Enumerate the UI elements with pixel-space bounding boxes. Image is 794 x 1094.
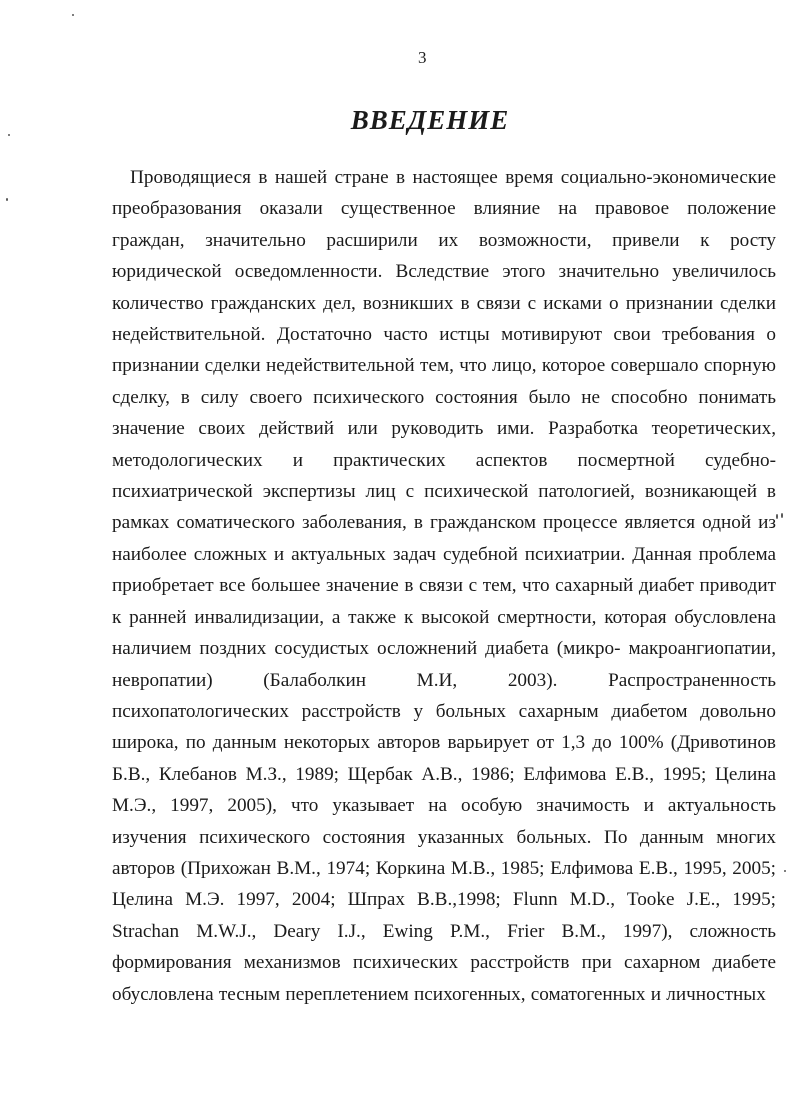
scan-speck [72, 14, 74, 16]
body-paragraph: Проводящиеся в нашей стране в настоящее время социально-экономические преобразования оказали существенное влияние на правовое положение граждан, значительно расширили их возможности, привели к росту юридической осведомленности. Вследствие этого значительно увеличилось количество гражданских дел, возникших в связи с исками о признании сделки недействительной. Достаточно часто истцы мотивируют свои требования о признании сделки недействительной тем, что лицо, которое совершало спорную сделку, в силу своего психического состояния было не способно понимать значение своих действий или руководить ими. Разработка теоретических, методологических и практических аспектов посмертной судебно-психиатрической экспертизы лиц с психической патологией, возникающей в рамках соматического заболевания, в гражданском процессе является одной из наиболее сложных и актуальных задач судебной психиатрии. Данная проблема приобретает все большее значение в связи с тем, что сахарный диабет приводит к ранней инвалидизации, а также к высокой смертности, которая обусловлена наличием поздних сосудистых осложнений диабета (микро- макроангиопатии, невропатии) (Балаболкин М.И, 2003). Распространенность психопатологических расстройств у больных сахарным диабетом довольно широка, по данным некоторых авторов варьирует от 1,3 до 100% (Дривотинов Б.В., Клебанов М.З., 1989; Щербак А.В., 1986; Елфимова Е.В., 1995; Целина М.Э., 1997, 2005), что указывает на особую значимость и актуальность изучения психического состояния указанных больных. По данным многих авторов (Прихожан В.М., 1974; Коркина М.В., 1985; Елфимова Е.В., 1995, 2005; Целина М.Э. 1997, 2004; Шпрах В.В.,1998; Flunn M.D., Tooke J.E., 1995; Strachan M.W.J., Deary I.J., Ewing P.M., Frier B.M., 1997), сложность формирования механизмов психических расстройств при сахарном диабете обусловлена тесным переплетением психогенных, соматогенных и личностных [112, 167, 776, 1005]
scan-speck [784, 870, 786, 872]
scan-speck [8, 134, 10, 136]
scan-speck [781, 513, 783, 518]
page-number: 3 [418, 48, 427, 67]
section-heading: ВВЕДЕНИЕ [350, 105, 510, 135]
scan-speck [6, 198, 8, 201]
scan-speck [776, 514, 778, 519]
